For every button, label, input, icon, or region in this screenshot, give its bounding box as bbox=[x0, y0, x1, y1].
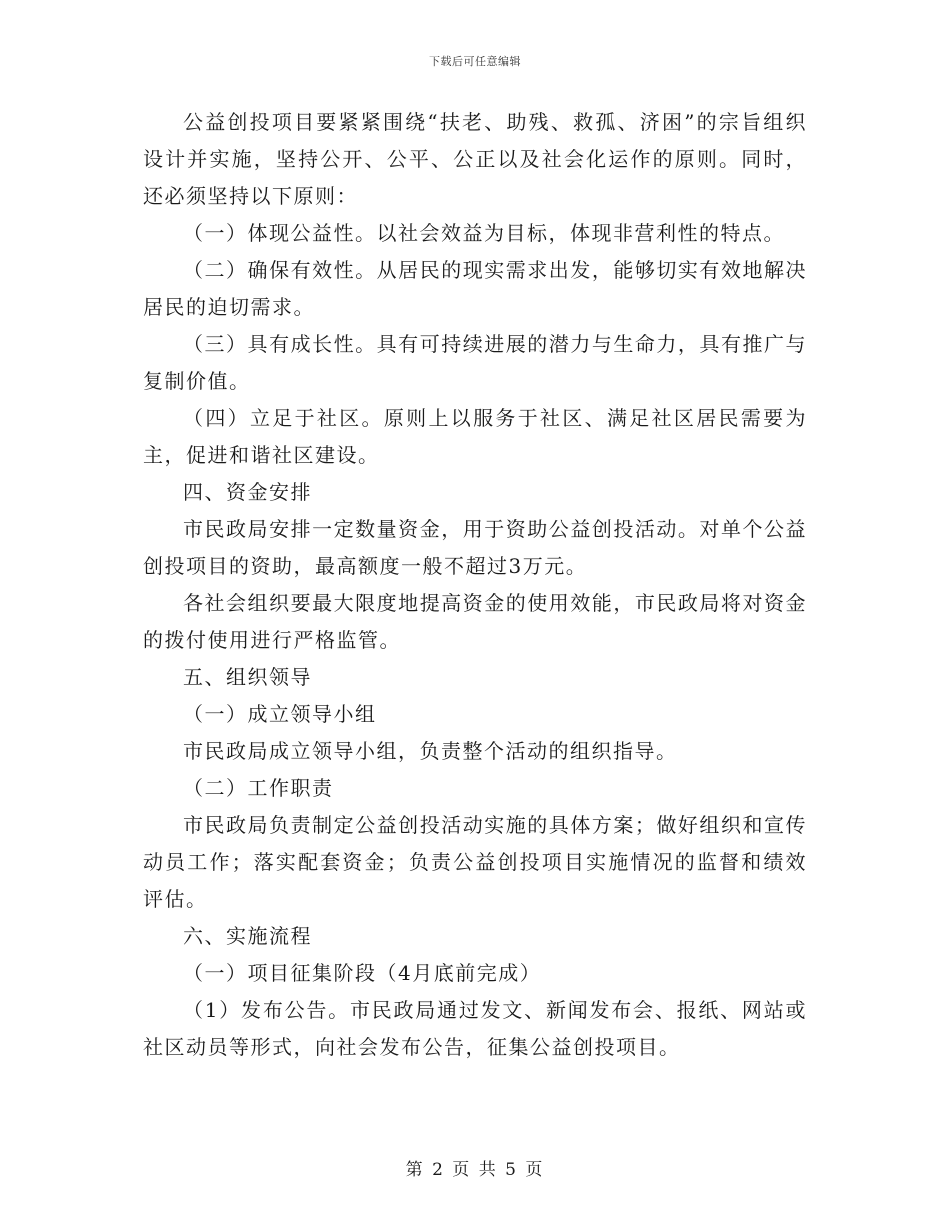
section-heading: 四、资金安排 bbox=[183, 480, 312, 504]
paragraph: 公益创投项目要紧紧围绕“扶老、助残、救孤、济困”的宗旨组织设计并实施，坚持公开、公平、公正以及社会化运作的原则。同时，还必须坚持以下原则： bbox=[143, 110, 807, 208]
subsection-heading: （一）成立领导小组 bbox=[183, 702, 377, 726]
section-heading: 六、实施流程 bbox=[183, 924, 312, 948]
document-body bbox=[143, 104, 807, 1066]
paragraph: （一）体现公益性。以社会效益为目标，体现非营利性的特点。 bbox=[183, 221, 785, 245]
paragraph: 市民政局负责制定公益创投活动实施的具体方案；做好组织和宣传动员工作；落实配套资金；负责公益创投项目实施情况的监督和绩效评估。 bbox=[143, 813, 807, 911]
paragraph: 市民政局成立领导小组，负责整个活动的组织指导。 bbox=[183, 739, 678, 763]
section-heading: 五、组织领导 bbox=[183, 665, 312, 689]
paragraph: （三）具有成长性。具有可持续进展的潜力与生命力，具有推广与复制价值。 bbox=[143, 332, 807, 393]
page-header: 下载后可任意编辑 bbox=[429, 55, 521, 68]
paragraph: 各社会组织要最大限度地提高资金的使用效能，市民政局将对资金的拨付使用进行严格监管。 bbox=[143, 591, 807, 652]
paragraph: （二）确保有效性。从居民的现实需求出发，能够切实有效地解决居民的迫切需求。 bbox=[143, 258, 807, 319]
subsection-heading: （一）项目征集阶段（4月底前完成） bbox=[183, 961, 542, 985]
paragraph: （1）发布公告。市民政局通过发文、新闻发布会、报纸、网站或社区动员等形式，向社会发布公告，征集公益创投项目。 bbox=[143, 998, 807, 1059]
subsection-heading: （二）工作职责 bbox=[183, 776, 334, 800]
paragraph: 市民政局安排一定数量资金，用于资助公益创投活动。对单个公益创投项目的资助，最高额度一般不超过3万元。 bbox=[143, 517, 807, 578]
paragraph: （四）立足于社区。原则上以服务于社区、满足社区居民需要为主，促进和谐社区建设。 bbox=[143, 406, 807, 467]
page-number-footer: 第 2 页 共 5 页 bbox=[405, 1160, 545, 1180]
